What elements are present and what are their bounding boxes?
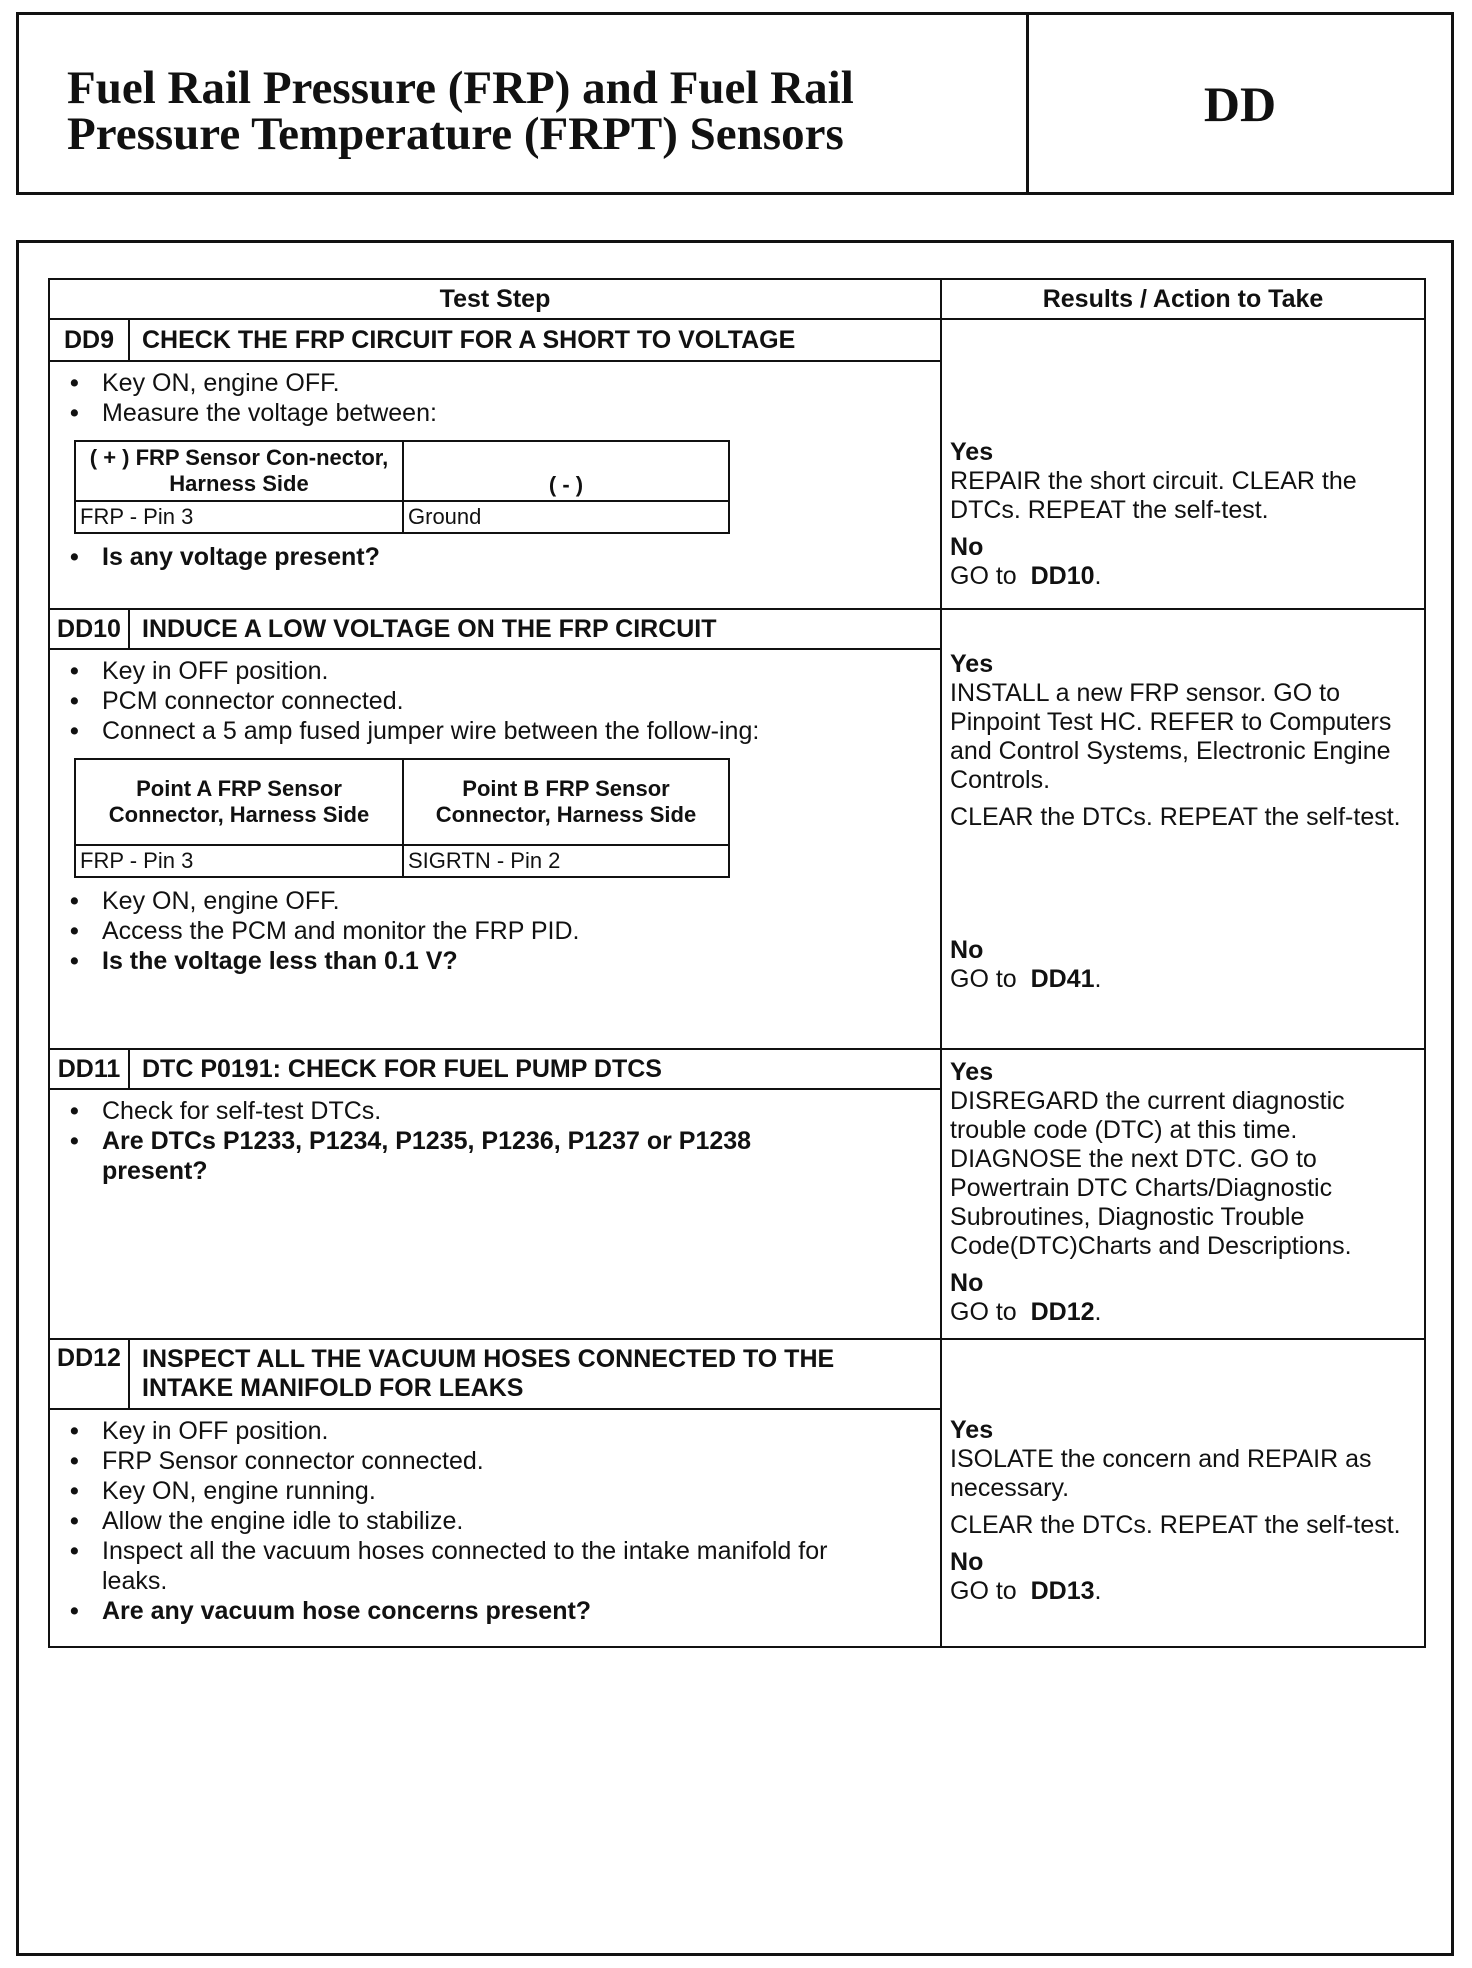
bullet: • FRP Sensor connector connected. <box>62 1446 928 1476</box>
step-title-row <box>49 609 1425 649</box>
bullet: • Key ON, engine running. <box>62 1476 928 1506</box>
bullet: • Key ON, engine OFF. <box>62 886 928 916</box>
go-to-target: DD13 <box>1030 1577 1095 1605</box>
title-line-2: Pressure Temperature (FRPT) Sensors <box>67 108 844 160</box>
no-action <box>950 1577 1416 1606</box>
measurement-table <box>74 440 730 534</box>
bullet: • Connect a 5 amp fused jumper wire between the follow-ing: <box>62 716 928 746</box>
yes-action: INSTALL a new FRP sensor. GO to Pinpoint Test HC. REFER to Computers and Control Systems, Electronic Engine Controls. <box>950 679 1392 794</box>
step-id: DD12 <box>49 1339 129 1409</box>
yes-action: REPAIR the short circuit. CLEAR the DTCs. REPEAT the self-test. <box>950 467 1357 524</box>
col-header-results: Results / Action to Take <box>941 279 1425 319</box>
yes-action-2: CLEAR the DTCs. REPEAT the self-test. <box>950 803 1401 831</box>
no-action <box>950 562 1416 591</box>
step-title: DTC P0191: CHECK FOR FUEL PUMP DTCS <box>129 1049 941 1089</box>
go-to-end: . <box>1094 965 1102 993</box>
step-title: INDUCE A LOW VOLTAGE ON THE FRP CIRCUIT <box>129 609 941 649</box>
step-results <box>941 319 1425 609</box>
section-code: DD <box>1203 75 1277 132</box>
step-id: DD9 <box>49 319 129 361</box>
yes-label: Yes <box>950 1416 994 1444</box>
step-results <box>941 1049 1425 1339</box>
bullet: • Key in OFF position. <box>62 656 928 686</box>
yes-action-2: CLEAR the DTCs. REPEAT the self-test. <box>950 1511 1401 1539</box>
no-action <box>950 965 1416 994</box>
no-label: No <box>950 1548 984 1576</box>
step-title-row <box>49 1339 1425 1409</box>
jumper-table <box>74 758 730 878</box>
sub-cell: SIGRTN - Pin 2 <box>403 845 729 877</box>
no-label: No <box>950 1269 984 1297</box>
sub-header-point-b: Point B FRP Sensor Connector, Harness Side <box>403 759 729 845</box>
bullet: • Inspect all the vacuum hoses connected to the intake manifold for leaks. <box>62 1536 928 1596</box>
go-to-end: . <box>1094 1298 1102 1326</box>
bullet: • Check for self-test DTCs. <box>62 1096 928 1126</box>
sub-cell: FRP - Pin 3 <box>75 845 403 877</box>
step-id: DD10 <box>49 609 129 649</box>
yes-label: Yes <box>950 1058 994 1086</box>
page-title <box>19 15 1029 192</box>
sub-cell: Ground <box>403 501 729 533</box>
sub-cell: FRP - Pin 3 <box>75 501 403 533</box>
go-to-end: . <box>1094 562 1102 590</box>
step-title-row <box>49 1049 1425 1089</box>
question-bullet: • Are DTCs P1233, P1234, P1235, P1236, P1237 or P1238 present? <box>62 1126 928 1186</box>
step-body <box>49 649 941 1049</box>
go-to-target: DD41 <box>1030 965 1095 993</box>
go-to-end: . <box>1094 1577 1102 1605</box>
sub-header-negative: ( - ) <box>403 441 729 501</box>
page-header <box>16 12 1454 195</box>
no-label: No <box>950 936 984 964</box>
bullet: • Measure the voltage between: <box>62 398 928 428</box>
sub-header-point-a: Point A FRP Sensor Connector, Harness Side <box>75 759 403 845</box>
bullet: • Key in OFF position. <box>62 1416 928 1446</box>
bullet: • Allow the engine idle to stabilize. <box>62 1506 928 1536</box>
go-to-text: GO to <box>950 1577 1017 1605</box>
go-to-text: GO to <box>950 965 1017 993</box>
bullet: • Access the PCM and monitor the FRP PID. <box>62 916 928 946</box>
go-to-text: GO to <box>950 1298 1017 1326</box>
step-body <box>49 361 941 609</box>
step-body <box>49 1089 941 1339</box>
table-header-row <box>49 279 1425 319</box>
yes-label: Yes <box>950 650 994 678</box>
step-title-row <box>49 319 1425 361</box>
no-action <box>950 1298 1416 1327</box>
yes-label: Yes <box>950 438 994 466</box>
no-label: No <box>950 533 984 561</box>
go-to-text: GO to <box>950 562 1017 590</box>
step-title: INSPECT ALL THE VACUUM HOSES CONNECTED TO THE INTAKE MANIFOLD FOR LEAKS <box>129 1339 941 1409</box>
question-bullet: • Is any voltage present? <box>62 542 928 572</box>
question-bullet: • Is the voltage less than 0.1 V? <box>62 946 928 976</box>
step-body <box>49 1409 941 1647</box>
step-results <box>941 609 1425 1049</box>
question-bullet: • Are any vacuum hose concerns present? <box>62 1596 928 1626</box>
bullet: • Key ON, engine OFF. <box>62 368 928 398</box>
test-step-table <box>48 278 1426 1648</box>
bullet: • PCM connector connected. <box>62 686 928 716</box>
step-id: DD11 <box>49 1049 129 1089</box>
step-title: CHECK THE FRP CIRCUIT FOR A SHORT TO VOLTAGE <box>129 319 941 361</box>
step-results <box>941 1339 1425 1647</box>
yes-action: ISOLATE the concern and REPAIR as necessary. <box>950 1445 1372 1502</box>
col-header-test-step: Test Step <box>49 279 941 319</box>
yes-action: DISREGARD the current diagnostic trouble code (DTC) at this time. DIAGNOSE the next DTC. GO to Powertrain DTC Charts/Diagnostic Subroutines, Diagnostic Trouble Code(DTC)Charts and Descriptions. <box>950 1087 1352 1260</box>
sub-header-positive: ( + ) FRP Sensor Con-nector, Harness Side <box>75 441 403 501</box>
go-to-target: DD12 <box>1030 1298 1095 1326</box>
go-to-target: DD10 <box>1030 562 1095 590</box>
title-line-1: Fuel Rail Pressure (FRP) and Fuel Rail <box>67 62 854 114</box>
